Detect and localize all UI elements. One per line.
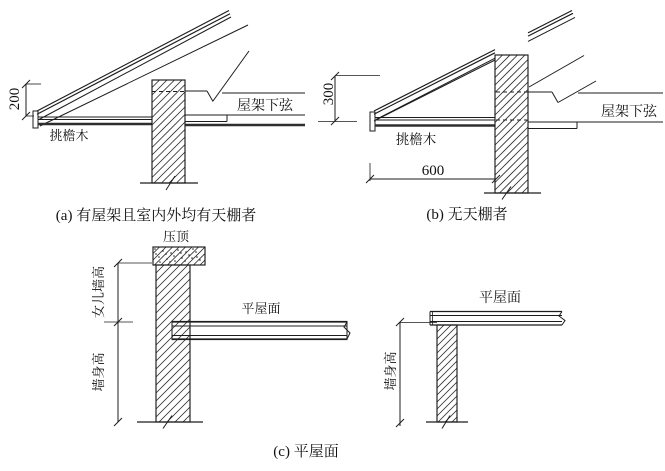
diagram-c-left [91, 229, 350, 429]
parapet-wall [156, 265, 190, 422]
dim-300 [318, 72, 380, 125]
wall-height-label: 墙身高 [91, 352, 106, 392]
flat-roof-slab [172, 321, 350, 339]
flat-roof-slab [430, 312, 565, 326]
diagram-a [7, 11, 305, 225]
coping-label: 压顶 [162, 229, 190, 244]
eave-board-label: 挑檐木 [49, 128, 89, 143]
ceiling-right [528, 122, 663, 129]
eave-board-label: 挑檐木 [395, 132, 437, 147]
truss-web-member [529, 56, 584, 88]
flat-roof-label: 平屋面 [479, 291, 521, 306]
wall-height-label: 墙身高 [383, 351, 398, 391]
dim-200 [7, 80, 41, 120]
diagram-b [318, 11, 663, 224]
wall-column [495, 55, 528, 193]
truss-top-chord [374, 60, 495, 121]
wall-column [152, 80, 185, 183]
caption-a: (a) 有屋架且室内外均有天棚者 [55, 208, 257, 224]
dim-600 [366, 163, 500, 183]
parapet-height-label: 女儿墙高 [91, 265, 106, 319]
caption-c: (c) 平屋面 [273, 444, 339, 460]
dim-600-label: 600 [421, 163, 445, 179]
ceiling-right [185, 115, 305, 125]
eave-fascia-board [370, 112, 375, 131]
coping-block [153, 247, 205, 265]
dim-heights [91, 259, 152, 426]
caption-b: (b) 无天棚者 [426, 207, 508, 223]
eave-soffit-left [38, 117, 152, 124]
dim-wall-height [383, 318, 437, 427]
truss-bottom-chord-label: 屋架下弦 [601, 105, 657, 120]
truss-bottom-chord [496, 81, 663, 103]
slab-break-mark [559, 312, 565, 326]
dim-300-label: 300 [321, 82, 337, 106]
truss-top-chord [40, 25, 248, 126]
eave-soffit-left [375, 118, 527, 126]
flat-roof-label: 平屋面 [241, 301, 281, 316]
wall-column [437, 325, 457, 422]
truss-bottom-chord-label: 屋架下弦 [237, 99, 293, 114]
diagram-c-right [383, 290, 565, 429]
roof-slope [37, 11, 249, 127]
dim-200-label: 200 [7, 87, 23, 111]
roof-slope [374, 11, 584, 122]
